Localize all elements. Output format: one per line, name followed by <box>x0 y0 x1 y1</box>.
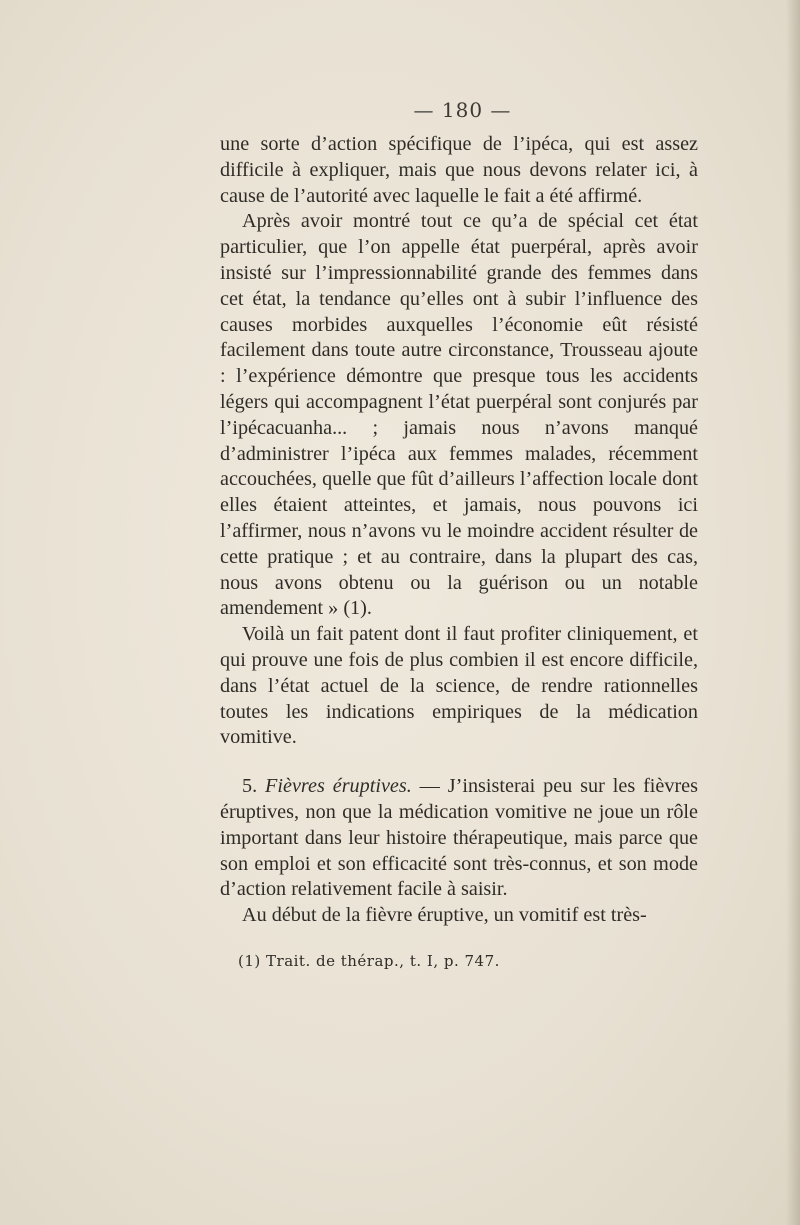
paragraph-3: Voilà un fait patent dont il faut profiter cliniquement, et qui prouve une fois de plus combien il est encore difficile, dans l’état actuel de la science, de rendre rationnelles toutes les indications empiriques de la médication vomitive. <box>220 623 698 749</box>
paragraph-2: Après avoir montré tout ce qu’a de spécial cet état particulier, que l’on appelle état puerpéral, après avoir insisté sur l’impressionnabilité grande des femmes dans cet état, la tendance qu’elles ont à subir l’influence des causes morbides auxquelles l’économie eût résisté facilement dans toute autre circonstance, Trousseau ajoute : l’expérience démontre que presque tous les accidents légers qui accompagnent l’état puerpéral sont conjurés par l’ipécacuanha... ; jamais nous n’avons manqué d’administrer l’ipéca aux femmes malades, récemment accouchées, quelle que fût d’ailleurs l’affection locale dont elles étaient atteintes, et jamais, nous pouvons ici l’affirmer, nous n’avons vu le moindre accident résulter de cette pratique ; et au contraire, dans la plupart des cas, nous avons obtenu ou la guérison ou un notable amendement » (1). <box>220 210 698 620</box>
paragraph-last: Au début de la fièvre éruptive, un vomitif est très- <box>242 904 647 927</box>
footnote: (1) Trait. de thérap., t. I, p. 747. <box>238 952 500 970</box>
page-edge-shadow <box>786 0 800 1225</box>
section-text: — J’insisterai peu sur les fièvres éruptives, non que la médication vomitive ne joue un rôle important dans leur histoire thérapeutique, mais parce que son emploi et son efficacité sont très-connus, et son mode d’action relativement facile à saisir. <box>220 775 699 901</box>
section-title: Fièvres éruptives. <box>265 775 412 798</box>
page-number: — 180 — <box>413 98 512 122</box>
section-number: 5. <box>242 775 258 798</box>
body-text <box>220 132 698 929</box>
section-paragraph <box>220 774 698 903</box>
paragraph-1: une sorte d’action spécifique de l’ipéca, qui est assez difficile à expliquer, mais que nous devons relater ici, à cause de l’autorité avec laquelle le fait a été affirmé. <box>220 133 698 207</box>
